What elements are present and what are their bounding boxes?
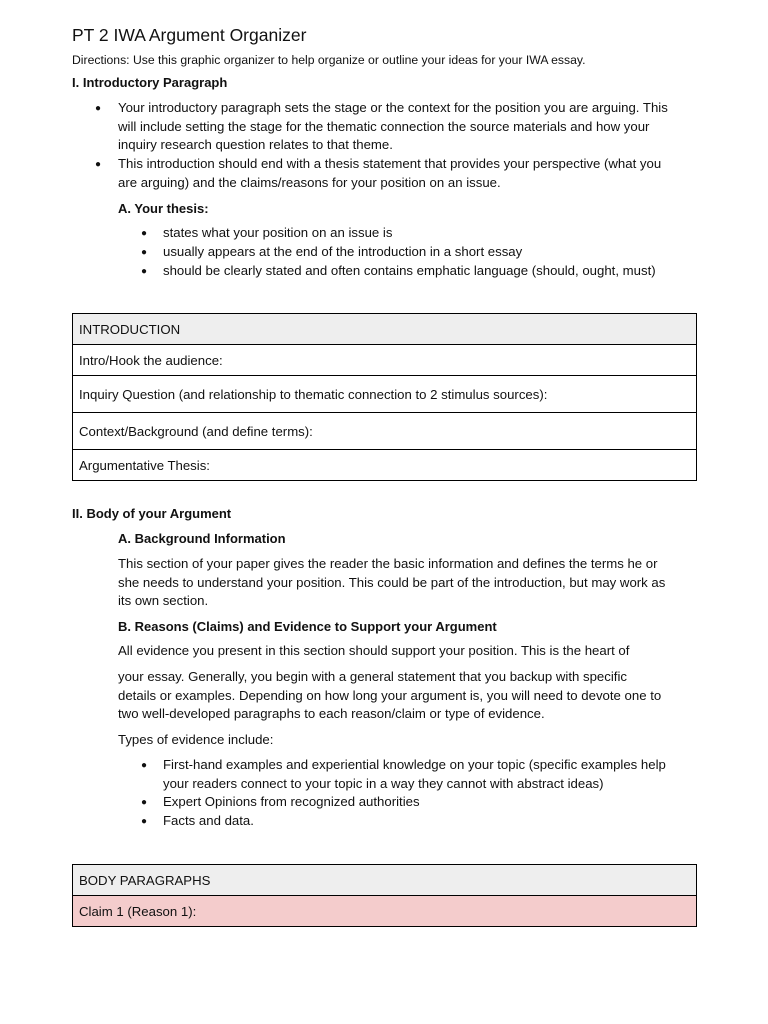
bullet-icon: ● [141,247,148,258]
bullet-icon: ● [141,760,148,771]
evidence-bullet-3: Facts and data. [163,813,254,828]
intro-bullet-1 [118,99,668,155]
line: will include setting the stage for the thematic connection the source materials and how your [118,118,650,134]
section2-heading: II. Body of your Argument [72,506,232,521]
intro-bullet-2 [118,155,661,192]
table-row [73,376,697,413]
line: Your introductory paragraph sets the stage or the context for the position you are arguing. This [118,100,668,115]
line: its own section. [118,593,209,608]
bullet-icon: ● [141,266,148,277]
evidence-bullet-2: Expert Opinions from recognized authorities [163,794,420,809]
types-label: Types of evidence include: [118,732,274,747]
introduction-header: INTRODUCTION [73,314,697,345]
thesis-bullet-2: usually appears at the end of the introduction in a short essay [163,244,523,259]
line: This introduction should end with a thesis statement that provides your perspective (what you [118,156,662,171]
argumentative-thesis-cell[interactable]: Argumentative Thesis: [73,450,697,481]
line: she needs to understand your position. This could be part of the introduction, but may work as [118,574,666,590]
table-row [73,413,697,450]
bullet-icon: ● [141,228,148,239]
introduction-table [72,313,697,481]
thesis-heading: A. Your thesis: [118,201,209,216]
intro-hook-cell[interactable]: Intro/Hook the audience: [73,345,697,376]
line: are arguing) and the claims/reasons for your position on an issue. [118,174,501,190]
reasons-heading: B. Reasons (Claims) and Evidence to Support your Argument [118,619,497,634]
line: First-hand examples and experiential knowledge on your topic (specific examples help [163,757,666,772]
line: This section of your paper gives the reader the basic information and defines the terms he or [118,556,658,571]
page-title: PT 2 IWA Argument Organizer [72,25,307,45]
section1-heading: I. Introductory Paragraph [72,75,228,90]
bullet-icon: ● [141,797,148,808]
directions-text: Directions: Use this graphic organizer to help organize or outline your ideas for your IWA essay. [72,53,586,67]
bullet-icon: ● [95,159,102,170]
table-row [73,450,697,481]
line: your readers connect to your topic in a way they cannot with abstract ideas) [163,775,604,791]
line: two well-developed paragraphs to each reason/claim or type of evidence. [118,706,545,721]
claim-1-cell[interactable]: Claim 1 (Reason 1): [73,896,697,927]
context-background-cell[interactable]: Context/Background (and define terms): [73,413,697,450]
bullet-icon: ● [141,816,148,827]
reasons-paragraph [118,668,661,724]
thesis-bullet-1: states what your position on an issue is [163,225,393,240]
thesis-bullet-3: should be clearly stated and often contains emphatic language (should, ought, must) [163,263,656,278]
evidence-bullet-1 [163,756,666,793]
body-paragraphs-header: BODY PARAGRAPHS [73,865,697,896]
table-row [73,896,697,927]
line: details or examples. Depending on how long your argument is, you will need to devote one to [118,687,662,703]
line: your essay. Generally, you begin with a general statement that you backup with specific [118,669,627,684]
table-header-row [73,314,697,345]
line: inquiry research question relates to that theme. [118,137,393,152]
bullet-icon: ● [95,103,102,114]
reasons-first-line: All evidence you present in this section should support your position. This is the heart of [118,643,630,658]
background-paragraph [118,555,665,611]
table-row [73,345,697,376]
table-header-row [73,865,697,896]
background-heading: A. Background Information [118,531,286,546]
body-paragraphs-table [72,864,697,927]
inquiry-question-cell[interactable]: Inquiry Question (and relationship to thematic connection to 2 stimulus sources): [73,376,697,413]
